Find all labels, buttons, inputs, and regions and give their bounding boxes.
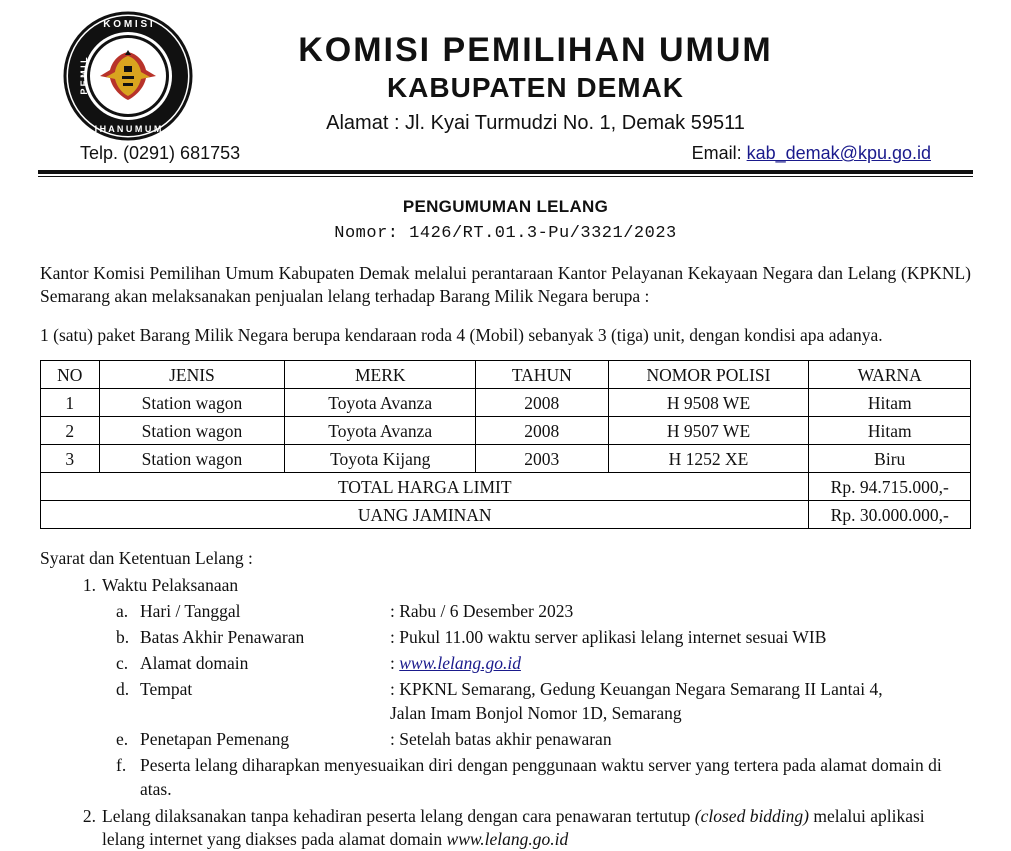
cell-merk: Toyota Avanza (285, 389, 476, 417)
terms-subitem-b-marker: b. (116, 626, 130, 647)
terms-subitem-e-marker: e. (116, 729, 129, 750)
terms-item-2 (40, 805, 971, 851)
terms-subitem-a-value: : Rabu / 6 Desember 2023 (390, 600, 574, 621)
terms-subitem-c-value (390, 652, 971, 675)
cell-tahun: 2008 (476, 389, 608, 417)
svg-text:P E M I L: P E M I L (79, 57, 89, 95)
terms-subitem-c-marker: c. (116, 653, 129, 674)
terms-subitem-e (102, 728, 971, 751)
terms-subitem-f-marker: f. (116, 755, 127, 776)
table-row (41, 445, 971, 473)
terms-item-1 (40, 574, 971, 801)
kpu-logo-icon (62, 10, 194, 142)
table-header-no: NO (41, 361, 100, 389)
terms-subitem-c-label: Alamat domain (140, 653, 249, 674)
cell-polisi: H 9508 WE (608, 389, 809, 417)
terms-item-2-part1: Lelang dilaksanakan tanpa kehadiran peserta lelang dengan cara penawaran tertutup (102, 805, 695, 826)
terms-subitem-c-prefix: : (390, 653, 400, 674)
table-header-tahun: TAHUN (476, 361, 608, 389)
terms-subitem-e-value: : Setelah batas akhir penawaran (390, 729, 612, 750)
cell-jenis: Station wagon (99, 445, 285, 473)
terms-subitem-c (102, 652, 971, 675)
terms-subitem-d (102, 678, 971, 725)
cell-tahun: 2003 (476, 445, 608, 473)
terms-subitem-b (102, 626, 971, 649)
terms-item-1-label: Waktu Pelaksanaan (102, 574, 239, 595)
terms-subitem-a-label: Hari / Tanggal (140, 600, 241, 621)
email-label: Email: (691, 143, 747, 164)
terms-item-2-domain: www.lelang.go.id (446, 828, 569, 849)
table-header-nomor-polisi: NOMOR POLISI (608, 361, 809, 389)
uang-jaminan-value: Rp. 30.000.000,- (809, 501, 971, 529)
header-divider (38, 170, 973, 177)
organization-name-line2: KABUPATEN DEMAK (386, 72, 685, 104)
terms-subitem-d-value-line2: Jalan Imam Bonjol Nomor 1D, Semarang (390, 703, 682, 724)
cell-merk: Toyota Kijang (285, 445, 476, 473)
cell-warna: Hitam (809, 389, 971, 417)
terms-subitem-f (102, 754, 971, 800)
document-number: Nomor: 1426/RT.01.3-Pu/3321/2023 (334, 224, 677, 244)
cell-no: 3 (41, 445, 100, 473)
vehicle-table (40, 360, 971, 529)
cell-merk: Toyota Avanza (285, 417, 476, 445)
organization-address: Alamat : Jl. Kyai Turmudzi No. 1, Demak 59511 (326, 112, 745, 135)
total-harga-limit-value: Rp. 94.715.000,- (809, 473, 971, 501)
svg-text:K O M I S I: K O M I S I (103, 19, 153, 30)
table-header-warna: WARNA (809, 361, 971, 389)
table-total-row (41, 473, 971, 501)
terms-subitem-b-label: Batas Akhir Penawaran (140, 626, 305, 647)
cell-tahun: 2008 (476, 417, 608, 445)
terms-sublist-1 (102, 600, 971, 801)
svg-text:I H A N U M U M: I H A N U M U M (94, 124, 162, 134)
terms-list (40, 574, 971, 851)
cell-no: 1 (41, 389, 100, 417)
email-block (692, 143, 931, 164)
cell-polisi: H 1252 XE (608, 445, 809, 473)
page-title: PENGUMUMAN LELANG (402, 197, 609, 217)
terms-subitem-a (102, 600, 971, 623)
terms-item-1-marker: 1. (82, 574, 96, 595)
terms-item-2-italic: (closed bidding) (694, 805, 809, 826)
cell-warna: Hitam (809, 417, 971, 445)
phone-text: Telp. (0291) 681753 (80, 143, 241, 164)
terms-item-2-part2: melalui aplikasi lelang internet yang diakses pada alamat domain (102, 805, 925, 849)
table-header-jenis: JENIS (99, 361, 285, 389)
table-row (41, 389, 971, 417)
table-header-row (41, 361, 971, 389)
terms-subitem-e-label: Penetapan Pemenang (140, 729, 290, 750)
organization-name-line1: KOMISI PEMILIHAN UMUM (298, 31, 773, 69)
intro-paragraph-1: Kantor Komisi Pemilihan Umum Kabupaten Demak melalui perantaraan Kantor Pelayanan Kekayaan Negara dan Lelang (KPKNL) Semarang akan melaksanakan penjualan lelang terhadap Barang Milik Negara berupa : (40, 263, 971, 306)
uang-jaminan-label: UANG JAMINAN (41, 501, 809, 529)
table-jaminan-row (41, 501, 971, 529)
terms-subitem-d-value-line1: : KPKNL Semarang, Gedung Keuangan Negara Semarang II Lantai 4, (390, 679, 883, 700)
terms-subitem-f-label: Peserta lelang diharapkan menyesuaikan diri dengan penggunaan waktu server yang tertera pada alamat domain di atas. (140, 755, 942, 799)
terms-subitem-a-marker: a. (116, 600, 129, 621)
cell-polisi: H 9507 WE (608, 417, 809, 445)
intro-paragraph-2: 1 (satu) paket Barang Milik Negara berupa kendaraan roda 4 (Mobil) sebanyak 3 (tiga) unit, dengan kondisi apa adanya. (40, 324, 883, 345)
table-row (41, 417, 971, 445)
cell-warna: Biru (809, 445, 971, 473)
terms-subitem-d-marker: d. (116, 679, 130, 700)
cell-jenis: Station wagon (99, 389, 285, 417)
lelang-domain-link[interactable]: www.lelang.go.id (399, 653, 521, 674)
table-header-merk: MERK (285, 361, 476, 389)
total-harga-limit-label: TOTAL HARGA LIMIT (41, 473, 809, 501)
letterhead (0, 0, 1011, 168)
terms-subitem-d-value (390, 678, 971, 725)
terms-item-2-text (102, 806, 925, 849)
document-body (0, 262, 1011, 851)
terms-subitem-b-value: : Pukul 11.00 waktu server aplikasi lelang internet sesuai WIB (390, 626, 827, 647)
terms-item-2-marker: 2. (82, 805, 96, 826)
terms-heading: Syarat dan Ketentuan Lelang : (40, 548, 253, 569)
terms-subitem-d-label: Tempat (140, 679, 193, 700)
cell-no: 2 (41, 417, 100, 445)
email-link[interactable]: kab_demak@kpu.go.id (746, 143, 931, 164)
cell-jenis: Station wagon (99, 417, 285, 445)
